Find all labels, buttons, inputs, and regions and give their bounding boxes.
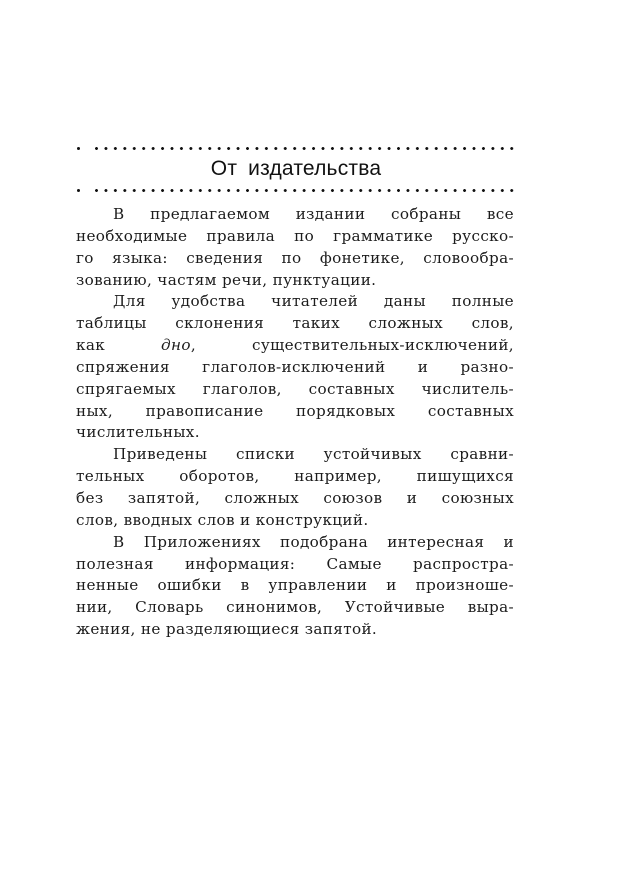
text-line: полезная информация: Самые распростра- xyxy=(76,554,514,573)
text-line: Приведены списки устойчивых сравни- xyxy=(113,445,514,464)
text-line: без запятой, сложных союзов и союзных xyxy=(76,488,514,507)
text-line: зованию, частям речи, пунктуации. xyxy=(76,270,377,289)
text-line: спряжения глаголов-исключений и разно- xyxy=(76,357,514,376)
text-line: В предлагаемом издании собраны все xyxy=(113,205,514,223)
text-line: Для удобства читателей даны полные xyxy=(113,292,514,311)
text-line: числительных. xyxy=(76,423,200,442)
dotted-rule-bottom xyxy=(76,189,516,193)
text-line: жения, не разделяющиеся запятой. xyxy=(76,620,378,639)
text-line: нии, Словарь синонимов, Устойчивые выра- xyxy=(76,598,514,617)
paragraph-4 xyxy=(76,532,514,641)
text-line: ных, правописание порядковых составных xyxy=(76,401,514,420)
section-title: От издательства xyxy=(210,157,382,180)
text-fragment: , существительных-исключений, xyxy=(190,336,514,355)
text-line: го языка: сведения по фонетике, словообра- xyxy=(76,248,514,267)
text-line: тельных оборотов, например, пишущихся xyxy=(76,467,514,486)
paragraph-2 xyxy=(76,291,514,444)
text-line xyxy=(76,335,514,357)
text-fragment: как xyxy=(76,336,162,355)
text-line: В Приложениях подобрана интересная и xyxy=(113,532,514,551)
italic-example-word: дно xyxy=(161,336,191,355)
dotted-rule-top xyxy=(76,147,516,151)
dot-leader xyxy=(95,189,515,192)
text-line: необходимые правила по грамматике русско- xyxy=(76,226,514,245)
body-text xyxy=(76,204,514,641)
paragraph-3 xyxy=(76,444,514,531)
text-line: слов, вводных слов и конструкций. xyxy=(76,510,369,529)
lead-dot xyxy=(77,189,80,192)
paragraph-1 xyxy=(76,204,514,291)
text-line: таблицы склонения таких сложных слов, xyxy=(76,314,514,333)
text-line: ненные ошибки в управлении и произноше- xyxy=(76,576,514,595)
lead-dot xyxy=(77,147,80,150)
dot-leader xyxy=(95,147,515,150)
text-line: спрягаемых глаголов, составных числитель- xyxy=(76,379,514,398)
